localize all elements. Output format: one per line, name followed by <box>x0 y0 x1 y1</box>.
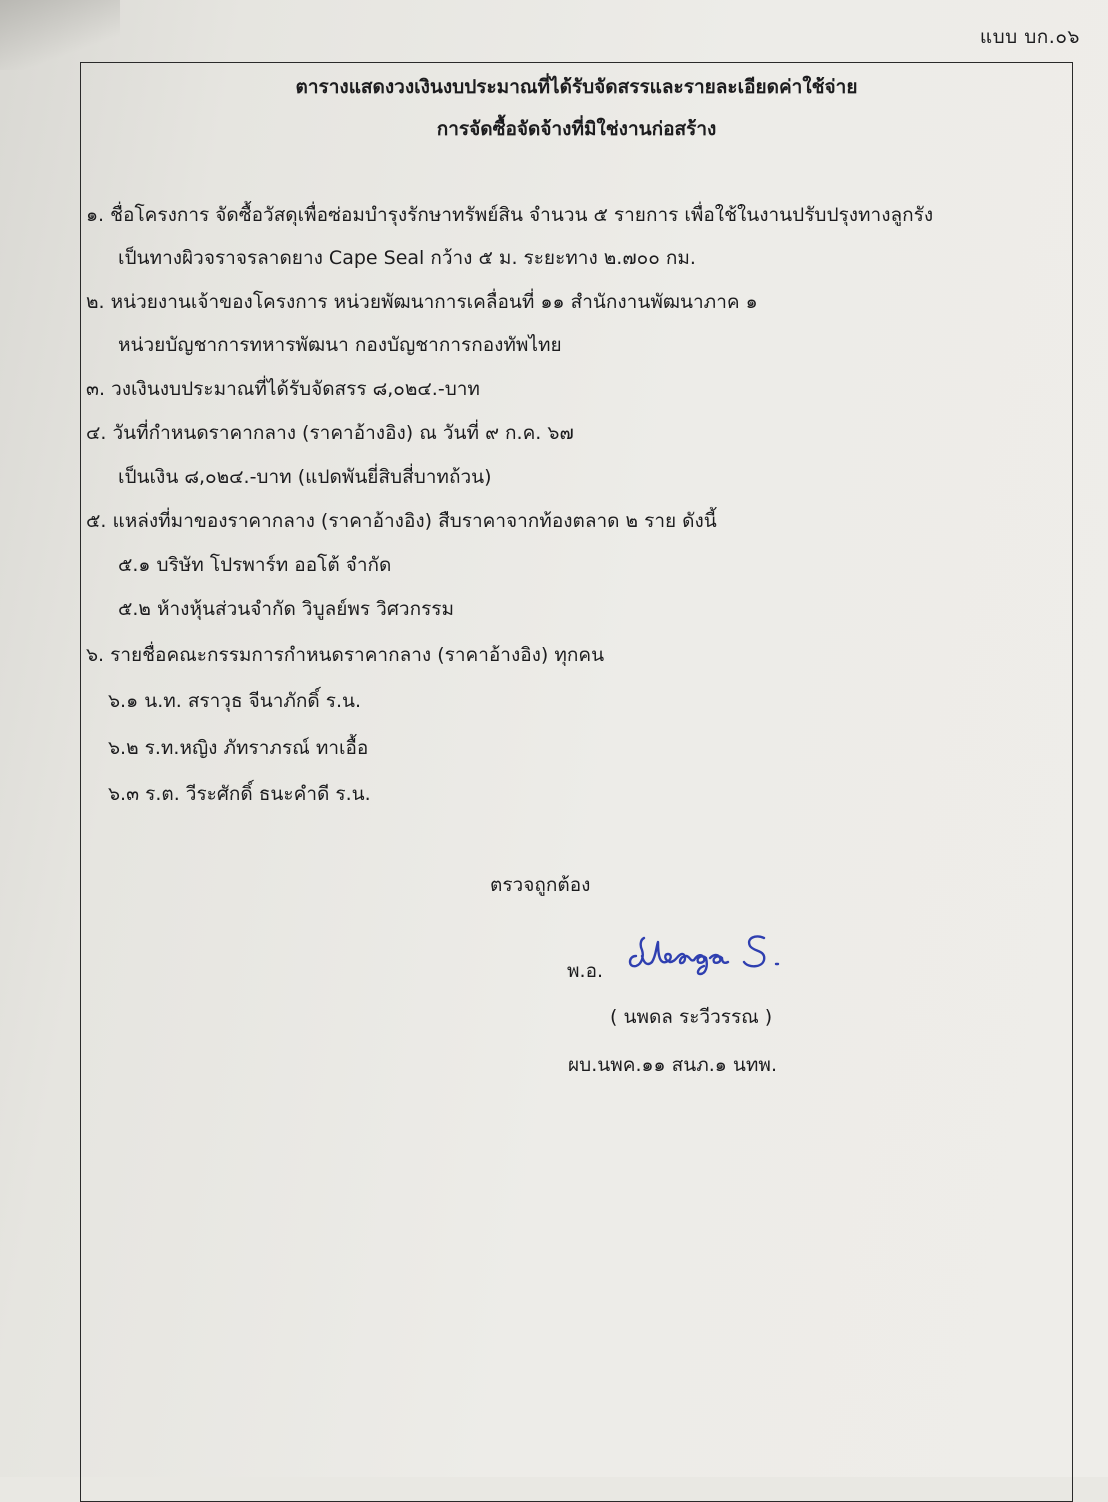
form-code: แบบ บก.๐๖ <box>979 26 1080 48</box>
item-5-1-vendor: ๕.๑ บริษัท โปรพาร์ท ออโต้ จำกัด <box>118 554 392 576</box>
item-1-project-name: ๑. ชื่อโครงการ จัดซื้อวัสดุเพื่อซ่อมบำรุงรักษาทรัพย์สิน จำนวน ๕ รายการ เพื่อใช้ในงานปรับปรุงทางลูกรัง <box>86 204 934 226</box>
item-4-amount: เป็นเงิน ๘,๐๒๔.-บาท (แปดพันยี่สิบสี่บาทถ้วน) <box>118 466 492 488</box>
document-title-line-1: ตารางแสดงวงเงินงบประมาณที่ได้รับจัดสรรและรายละเอียดค่าใช้จ่าย <box>295 76 858 98</box>
handwritten-signature <box>626 926 796 978</box>
item-1-project-detail: เป็นทางผิวจราจรลาดยาง Cape Seal กว้าง ๕ ม. ระยะทาง ๒.๗๐๐ กม. <box>118 247 696 269</box>
signer-position: ผบ.นพค.๑๑ สนภ.๑ นทพ. <box>568 1054 777 1076</box>
item-2-owner-unit-detail: หน่วยบัญชาการทหารพัฒนา กองบัญชาการกองทัพไทย <box>118 334 562 356</box>
item-2-owner-unit: ๒. หน่วยงานเจ้าของโครงการ หน่วยพัฒนาการเคลื่อนที่ ๑๑ สำนักงานพัฒนาภาค ๑ <box>86 291 758 313</box>
item-6-3-member: ๖.๓ ร.ต. วีระศักดิ์ ธนะคำดี ร.น. <box>108 783 371 805</box>
page-shadow <box>0 0 120 70</box>
item-6-2-member: ๖.๒ ร.ท.หญิง ภัทราภรณ์ ทาเอื้อ <box>108 737 369 759</box>
certification-label: ตรวจถูกต้อง <box>490 874 591 896</box>
signer-name: ( นพดล ระวีวรรณ ) <box>610 1006 773 1028</box>
item-5-2-vendor: ๕.๒ ห้างหุ้นส่วนจำกัด วิบูลย์พร วิศวกรรม <box>118 598 455 620</box>
item-6-committee: ๖. รายชื่อคณะกรรมการกำหนดราคากลาง (ราคาอ้างอิง) ทุกคน <box>86 644 605 666</box>
item-5-price-source: ๕. แหล่งที่มาของราคากลาง (ราคาอ้างอิง) สืบราคาจากท้องตลาด ๒ ราย ดังนี้ <box>86 510 717 532</box>
item-6-1-member: ๖.๑ น.ท. สราวุธ จีนาภักดิ์ ร.น. <box>108 690 362 712</box>
item-4-reference-date: ๔. วันที่กำหนดราคากลาง (ราคาอ้างอิง) ณ วันที่ ๙ ก.ค. ๖๗ <box>86 422 574 444</box>
signer-rank: พ.อ. <box>567 960 604 982</box>
document-title-line-2: การจัดซื้อจัดจ้างที่มิใช่งานก่อสร้าง <box>436 118 717 140</box>
item-3-budget: ๓. วงเงินงบประมาณที่ได้รับจัดสรร ๘,๐๒๔.-บาท <box>86 378 480 400</box>
